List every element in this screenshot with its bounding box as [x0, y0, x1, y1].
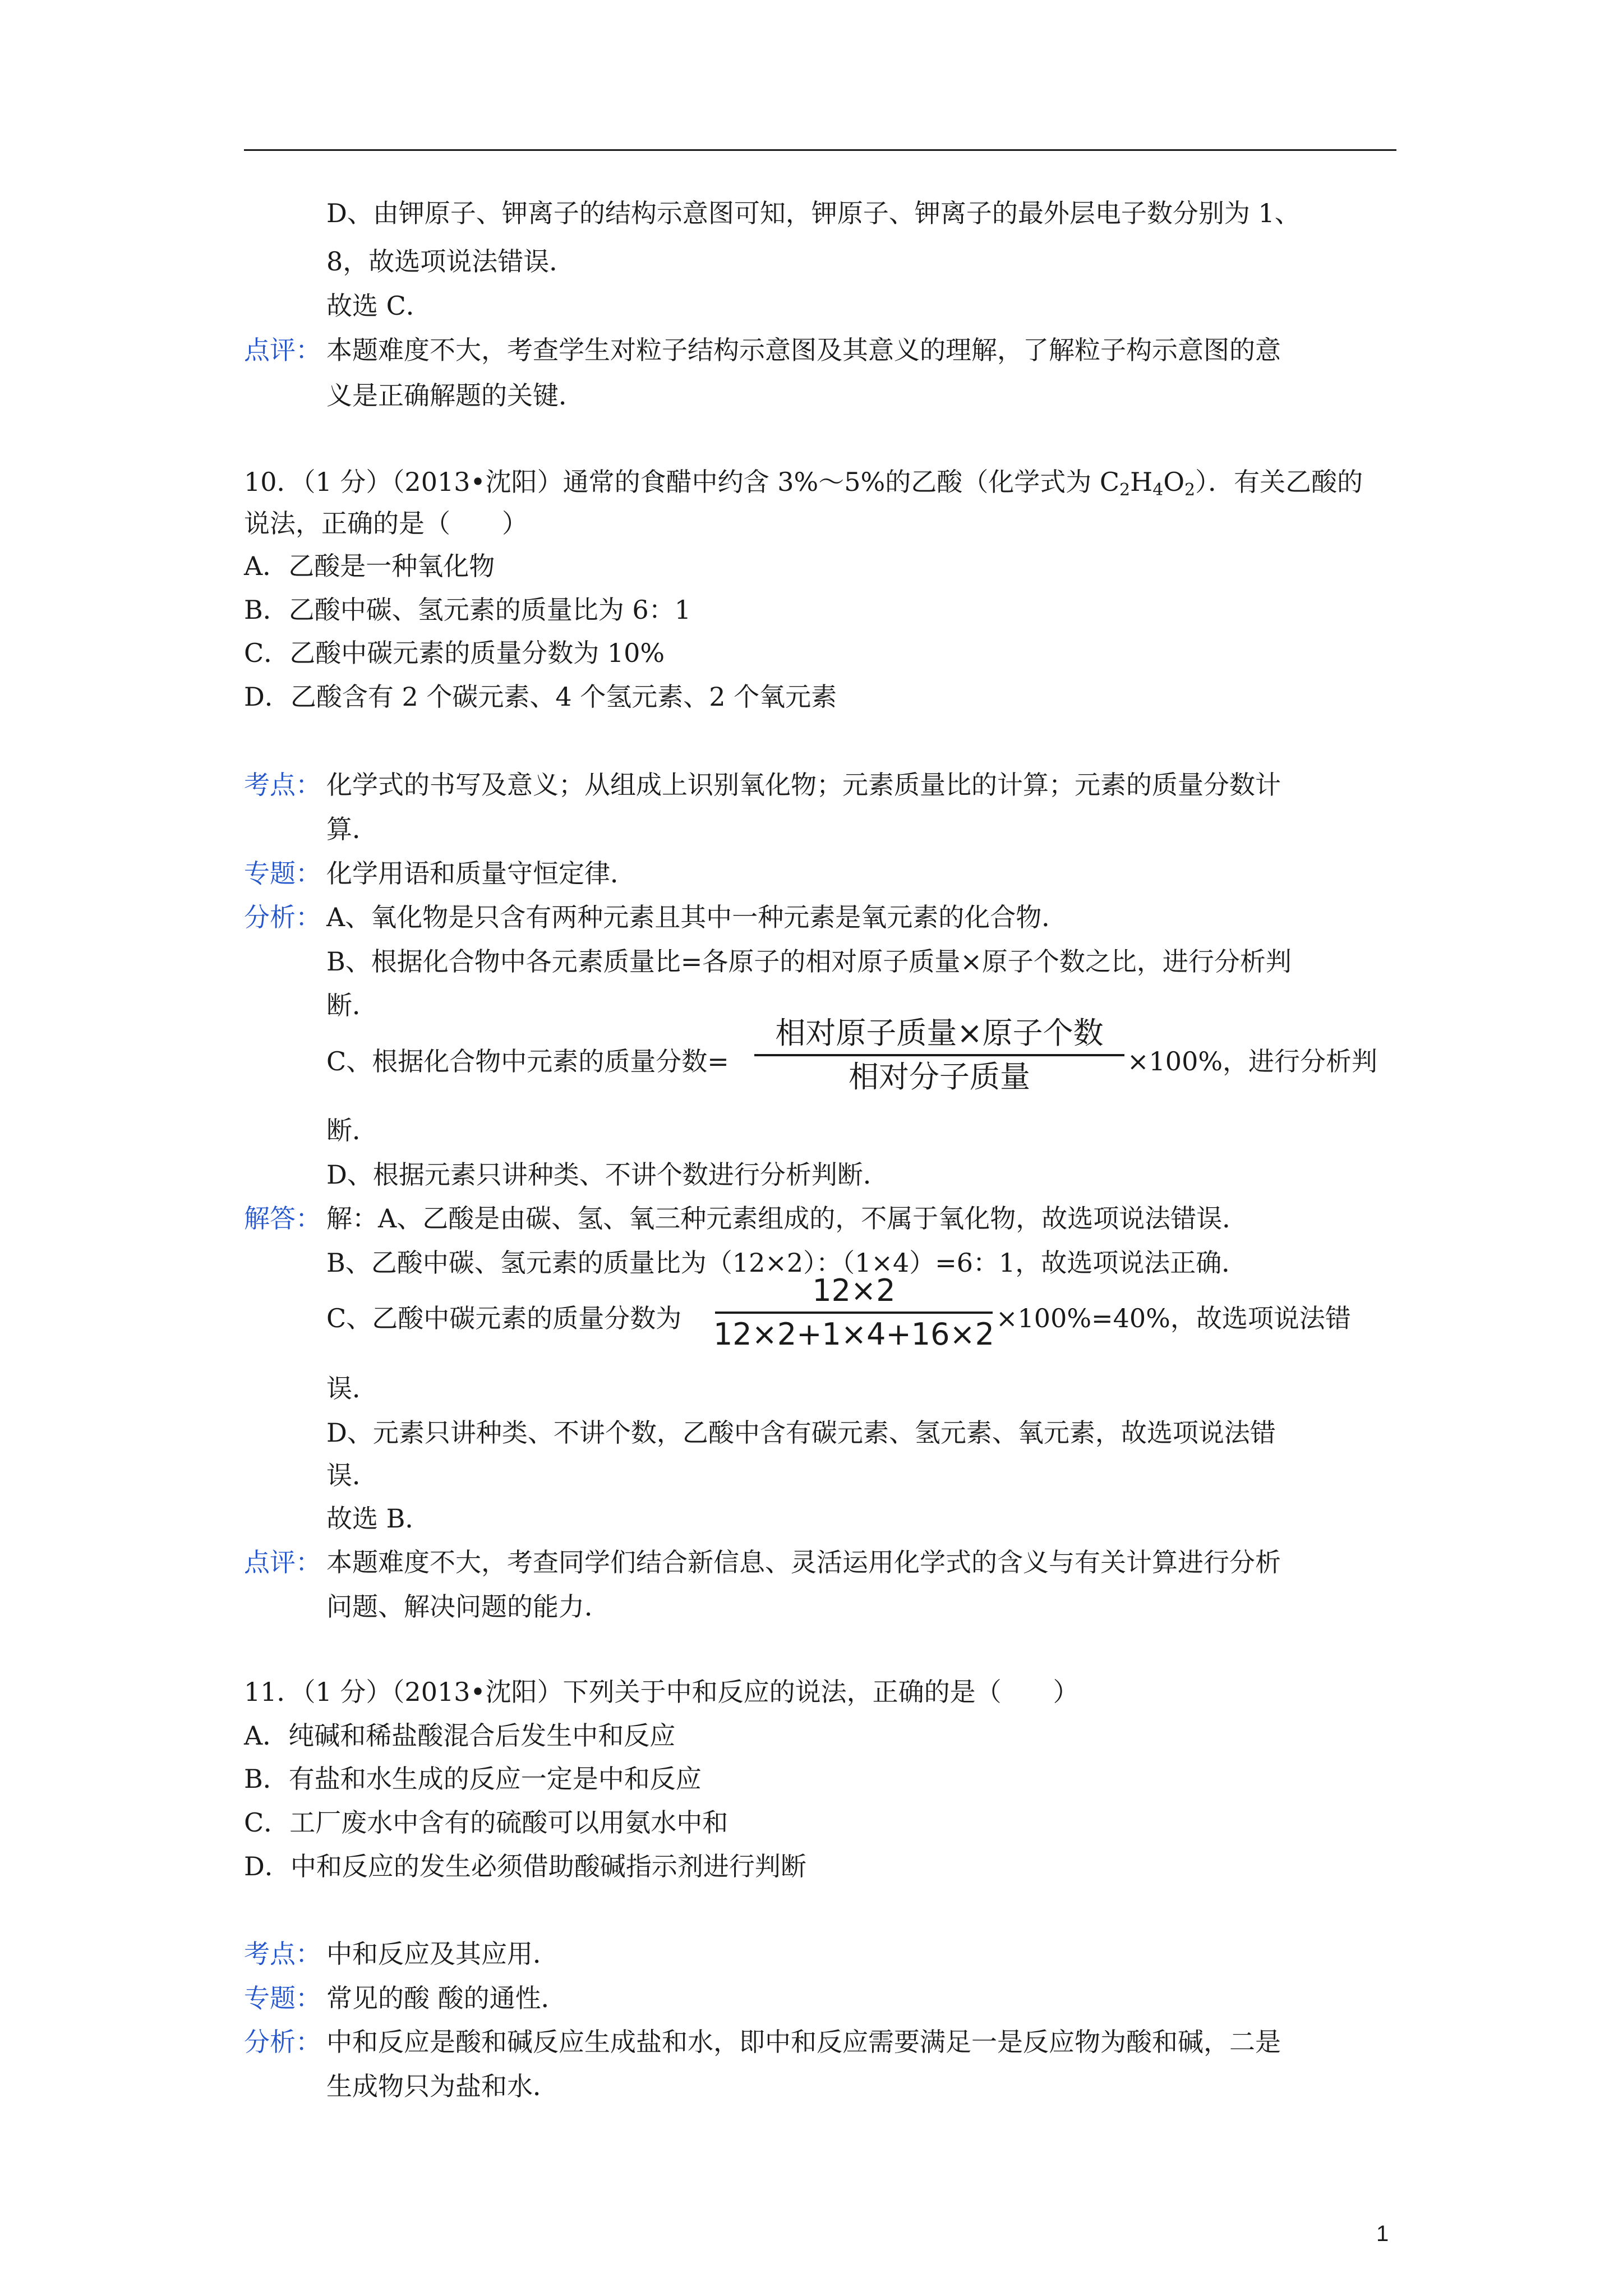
- q10-jieda-b: B、乙酸中碳、氢元素的质量比为（12×2）：（1×4）=6：1，故选项说法正确．: [326, 1248, 1248, 1278]
- q11-option-a: A．纯碱和稀盐酸混合后发生中和反应: [244, 1720, 676, 1751]
- q10-option-b: B．乙酸中碳、氢元素的质量比为 6：1: [244, 595, 691, 625]
- q11-kaodian-label: 考点：: [244, 1939, 321, 1969]
- q10-jieda-fraction-numerator: 12×2: [812, 1273, 896, 1308]
- q11-zhuanti: 常见的酸 酸的通性．: [326, 1983, 567, 2013]
- q10-jieda-d-line1: D、元素只讲种类、不讲个数，乙酸中含有碳元素、氢元素、氧元素，故选项说法错: [326, 1418, 1276, 1448]
- q10-fenxi-label: 分析：: [244, 902, 321, 932]
- q10-comment-line2: 问题、解决问题的能力．: [326, 1591, 610, 1622]
- q10-fenxi-c-prefix: C、根据化合物中元素的质量分数=: [326, 1046, 729, 1076]
- q10-comment-label: 点评：: [244, 1547, 321, 1577]
- q10-fenxi-fraction: [754, 1016, 1124, 1094]
- q11-fenxi-line2: 生成物只为盐和水．: [326, 2071, 559, 2101]
- q9-comment-label: 点评：: [244, 335, 321, 365]
- q10-jieda-fraction: [715, 1273, 993, 1352]
- q10-option-c: C．乙酸中碳元素的质量分数为 10%: [244, 638, 665, 668]
- q11-option-b: B．有盐和水生成的反应一定是中和反应: [244, 1764, 702, 1794]
- q11-kaodian: 中和反应及其应用．: [326, 1939, 559, 1969]
- q10-stem-line2: 说法，正确的是（ ）: [244, 508, 528, 539]
- q10-formula-o: O: [1163, 467, 1185, 497]
- q9-option-d-line1: D、由钾原子、钾离子的结构示意图可知，钾原子、钾离子的最外层电子数分别为 1、: [326, 198, 1301, 228]
- q10-formula-sub-o: 2: [1184, 480, 1196, 500]
- q10-fenxi-c-line2: 断．: [326, 1115, 378, 1145]
- q10-jieda-c-suffix: ×100%=40%，故选项说法错: [996, 1303, 1351, 1333]
- q11-fenxi-label: 分析：: [244, 2027, 321, 2057]
- q10-formula-h: H: [1130, 467, 1153, 497]
- q10-stem-line1: [244, 465, 1363, 499]
- q10-zhuanti: 化学用语和质量守恒定律．: [326, 858, 636, 889]
- q10-fenxi-d: D、根据元素只讲种类、不讲个数进行分析判断．: [326, 1159, 889, 1190]
- q10-kaodian-line1: 化学式的书写及意义；从组成上识别氧化物；元素质量比的计算；元素的质量分数计: [326, 770, 1281, 800]
- q10-choice: 故选 B．: [326, 1503, 431, 1534]
- q10-formula-sub-h: 4: [1152, 480, 1164, 500]
- q10-jieda-c-prefix: C、乙酸中碳元素的质量分数为: [326, 1303, 682, 1333]
- q11-zhuanti-label: 专题：: [244, 1983, 321, 2013]
- header-rule: [244, 149, 1396, 151]
- q10-kaodian-line2: 算．: [326, 814, 378, 844]
- q10-fenxi-fraction-numerator: 相对原子质量×原子个数: [775, 1015, 1104, 1051]
- q9-choice: 故选 C．: [326, 291, 432, 321]
- q10-fenxi-fraction-denominator: 相对分子质量: [849, 1059, 1030, 1094]
- page-number: 1: [1376, 2221, 1389, 2246]
- q10-fenxi-fraction-bar: [754, 1054, 1124, 1056]
- q11-option-d: D．中和反应的发生必须借助酸碱指示剂进行判断: [244, 1851, 806, 1881]
- q10-kaodian-label: 考点：: [244, 770, 321, 800]
- q10-jieda-label: 解答：: [244, 1203, 321, 1234]
- q10-jieda-a: 解：A、乙酸是由碳、氢、氧三种元素组成的，不属于氧化物，故选项说法错误．: [326, 1203, 1248, 1234]
- q9-comment-line2: 义是正确解题的关键．: [326, 380, 584, 411]
- q10-fenxi-b-line1: B、根据化合物中各元素质量比=各原子的相对原子质量×原子个数之比，进行分析判: [326, 946, 1292, 977]
- q11-fenxi-line1: 中和反应是酸和碱反应生成盐和水，即中和反应需要满足一是反应物为酸和碱，二是: [326, 2027, 1281, 2057]
- q10-comment-line1: 本题难度不大，考查同学们结合新信息、灵活运用化学式的含义与有关计算进行分析: [326, 1547, 1281, 1577]
- q11-option-c: C．工厂废水中含有的硫酸可以用氨水中和: [244, 1807, 728, 1838]
- q11-stem: 11．（1 分）（2013•沈阳）下列关于中和反应的说法，正确的是（ ）: [244, 1677, 1079, 1707]
- q9-option-d-line2: 8，故选项说法错误．: [326, 246, 575, 277]
- q10-fenxi-c-suffix: ×100%，进行分析判: [1127, 1046, 1378, 1076]
- q9-comment-line1: 本题难度不大，考查学生对粒子结构示意图及其意义的理解，了解粒子构示意图的意: [326, 335, 1281, 365]
- q10-jieda-fraction-denominator: 12×2+1×4+16×2: [713, 1317, 995, 1352]
- q10-option-d: D．乙酸含有 2 个碳元素、4 个氢元素、2 个氧元素: [244, 682, 837, 712]
- q10-zhuanti-label: 专题：: [244, 858, 321, 889]
- q10-fenxi-a: A、氧化物是只含有两种元素且其中一种元素是氧元素的化合物．: [326, 902, 1068, 932]
- q10-formula-sub-c: 2: [1119, 480, 1131, 500]
- q10-jieda-d-line2: 误．: [326, 1460, 378, 1490]
- q10-stem-suffix: ）．有关乙酸的: [1195, 467, 1363, 497]
- q10-option-a: A．乙酸是一种氧化物: [244, 551, 495, 581]
- q10-fenxi-b-line2: 断．: [326, 990, 378, 1020]
- q10-stem-prefix: 10．（1 分）（2013•沈阳）通常的食醋中约含 3%～5%的乙酸（化学式为 C: [244, 467, 1120, 497]
- q10-jieda-c-line2: 误．: [326, 1373, 378, 1404]
- q10-jieda-fraction-bar: [715, 1312, 993, 1314]
